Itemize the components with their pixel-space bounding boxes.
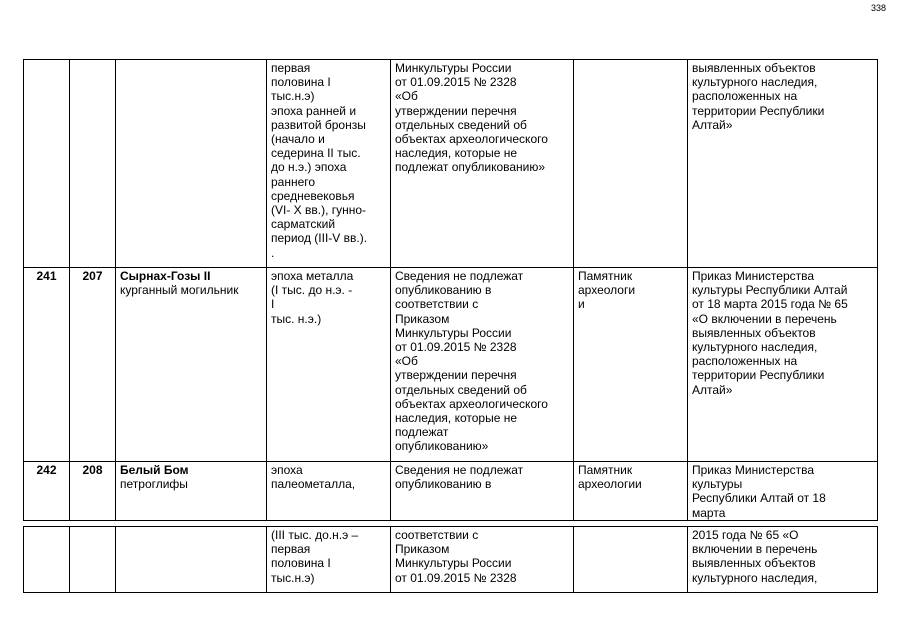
object-name-cell bbox=[116, 268, 267, 462]
dating-cell: (III тыс. до.н.э – первая половина I тыс.н.э) bbox=[267, 527, 391, 593]
object-name-cell bbox=[116, 462, 267, 521]
object-name: Белый Бом bbox=[120, 463, 189, 477]
registry-number-cell: 207 bbox=[70, 268, 116, 462]
registry-number-cell bbox=[70, 527, 116, 593]
dating-cell: эпоха палеометалла, bbox=[267, 462, 391, 521]
legal-document-cell: 2015 года № 65 «О включении в перечень выявленных объектов культурного наследия, bbox=[688, 527, 878, 593]
object-type: курганный могильник bbox=[120, 283, 239, 298]
object-name-cell bbox=[116, 60, 267, 268]
heritage-table bbox=[23, 59, 878, 521]
table-row bbox=[24, 60, 878, 268]
legal-document-cell: выявленных объектов культурного наследия, расположенных на территории Республики Алтай» bbox=[688, 60, 878, 268]
object-name-cell bbox=[116, 527, 267, 593]
publication-info-cell: соответствии с Приказом Минкультуры России от 01.09.2015 № 2328 bbox=[391, 527, 574, 593]
dating-cell: первая половина I тыс.н.э) эпоха ранней и развитой бронзы (начало и седерина II тыс. до н.э.) эпоха раннего средневековья (VI- X вв.), гунно- сарматский период (III-V вв.). . bbox=[267, 60, 391, 268]
legal-document-cell: Приказ Министерства культуры Республики Алтай от 18 марта bbox=[688, 462, 878, 521]
row-number-cell bbox=[24, 60, 70, 268]
page-number: 338 bbox=[870, 3, 886, 13]
row-number-cell: 241 bbox=[24, 268, 70, 462]
table-row bbox=[24, 527, 878, 593]
row-number-cell: 242 bbox=[24, 462, 70, 521]
table-row bbox=[24, 268, 878, 462]
publication-info-cell: Сведения не подлежат опубликованию в bbox=[391, 462, 574, 521]
registry-number-cell: 208 bbox=[70, 462, 116, 521]
table-row bbox=[24, 462, 878, 521]
category-cell: Памятник археологи и bbox=[574, 268, 688, 462]
dating-cell: эпоха металла (I тыс. до н.э. - I тыс. н.э.) bbox=[267, 268, 391, 462]
legal-document-cell: Приказ Министерства культуры Республики Алтай от 18 марта 2015 года № 65 «О включении в перечень выявленных объектов культурного наследия, расположенных на территории Республики Алтай» bbox=[688, 268, 878, 462]
heritage-table-continued bbox=[23, 526, 878, 593]
publication-info-cell: Минкультуры России от 01.09.2015 № 2328 «Об утверждении перечня отдельных сведений об объектах археологического наследия, которые не подлежат опубликованию» bbox=[391, 60, 574, 268]
object-type: петроглифы bbox=[120, 477, 188, 492]
object-name: Сырнах-Гозы II bbox=[120, 269, 211, 283]
category-cell bbox=[574, 60, 688, 268]
registry-number-cell bbox=[70, 60, 116, 268]
row-number-cell bbox=[24, 527, 70, 593]
publication-info-cell: Сведения не подлежат опубликованию в соответствии с Приказом Минкультуры России от 01.09.2015 № 2328 «Об утверждении перечня отдельных сведений об объектах археологического наследия, которые не подлежат опубликованию» bbox=[391, 268, 574, 462]
category-cell bbox=[574, 527, 688, 593]
category-cell: Памятник археологии bbox=[574, 462, 688, 521]
